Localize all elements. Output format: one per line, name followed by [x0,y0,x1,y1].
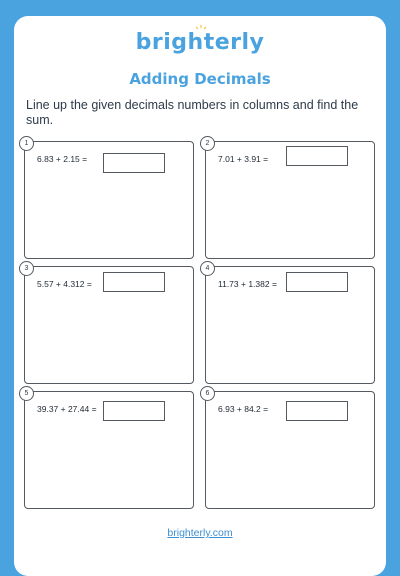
problem-card-6 [205,391,375,509]
problem-card-3 [24,266,194,384]
problem-number: 5 [19,386,34,401]
problem-number: 1 [19,136,34,151]
answer-box[interactable] [103,272,165,292]
problem-expression: 11.73 + 1.382 = [218,279,277,289]
answer-box[interactable] [286,146,348,166]
problem-card-1 [24,141,194,259]
problem-expression: 6.83 + 2.15 = [37,154,88,164]
problem-expression: 6.93 + 84.2 = [218,404,269,414]
problem-card-5 [24,391,194,509]
problem-card-4 [205,266,375,384]
answer-box[interactable] [286,272,348,292]
worksheet-page [14,16,386,576]
answer-box[interactable] [103,153,165,173]
problem-number: 3 [19,261,34,276]
problem-expression: 39.37 + 27.44 = [37,404,97,414]
problem-expression: 7.01 + 3.91 = [218,154,269,164]
worksheet-title: Adding Decimals [129,70,271,88]
problem-number: 6 [200,386,215,401]
problem-expression: 5.57 + 4.312 = [37,279,92,289]
brand-logo: brighterly [135,30,265,55]
problem-card-2 [205,141,375,259]
website-link[interactable]: brighterly.com [167,527,233,539]
instruction-text: Line up the given decimals numbers in columns and find the sum. [26,98,359,127]
answer-box[interactable] [286,401,348,421]
answer-box[interactable] [103,401,165,421]
problem-number: 4 [200,261,215,276]
problem-number: 2 [200,136,215,151]
